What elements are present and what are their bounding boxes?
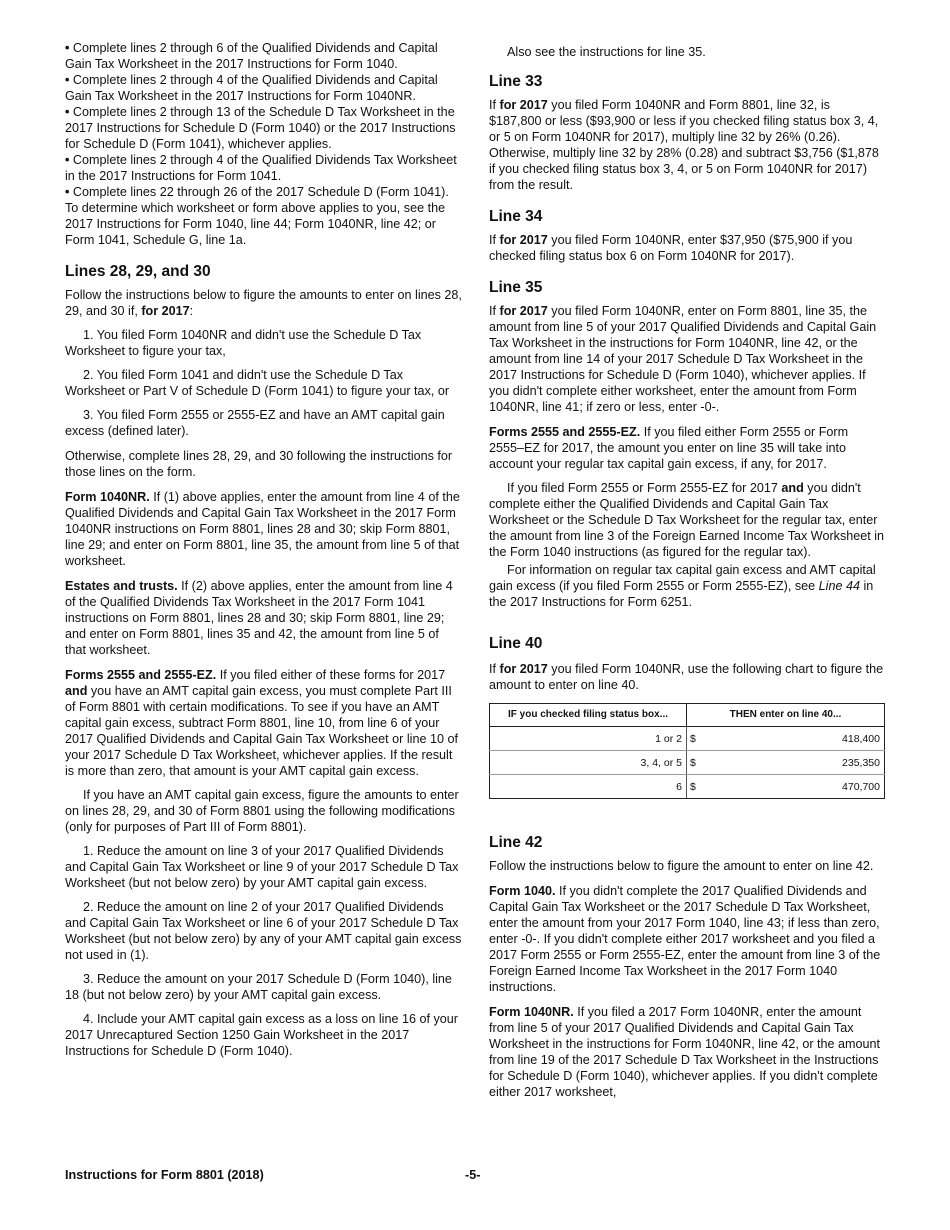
amount-cell: $ 235,350 [687, 751, 885, 775]
table-row [490, 727, 885, 751]
bullet-item: • Complete lines 2 through 6 of the Qualified Dividends and Capital Gain Tax Worksheet in the 2017 Instructions for Form 1040. [65, 41, 438, 71]
bullet-icon: • [65, 105, 70, 119]
modification-item: 1. Reduce the amount on line 3 of your 2017 Qualified Dividends and Capital Gain Tax Worksheet or line 9 of your 2017 Schedule D Tax Worksheet (but not below zero) by your AMT capital gain excess. [65, 844, 459, 890]
heading-line-33: Line 33 [489, 73, 543, 90]
estates-trusts-paragraph: Estates and trusts. If (2) above applies, enter the amount from line 4 of the Qualified Dividends Tax Worksheet in the 2017 Form 1041 instructions on Form 8801, lines 28 and 30; skip Form 8801, line 29; and enter on Form 8801, lines 35 and 42, the amount from line 5 of that worksheet. [65, 579, 453, 657]
line-42-paragraph: Follow the instructions below to figure the amount to enter on line 42. [489, 859, 874, 873]
condition-item: 3. You filed Form 2555 or 2555-EZ and have an AMT capital gain excess (defined later). [65, 408, 445, 438]
forms-2555-paragraph: Forms 2555 and 2555-EZ. If you filed either of these forms for 2017 and you have an AMT capital gain excess, you must complete Part III of Form 8801 with certain modifications. To see if you have an AMT capital gain excess, subtract Form 8801, line 10, from line 6 of your 2017 Qualified Dividends and Capital Gain Tax Worksheet or line 10 of your 2017 Schedule D Tax Worksheet, whichever applies. If the result is more than zero, that amount is your AMT capital gain excess. [65, 668, 458, 778]
amt-excess-paragraph: If you have an AMT capital gain excess, figure the amounts to enter on lines 28, 29, and 30 of Form 8801 using the following modifications (only for purposes of Part III of Form 8801). [65, 788, 459, 834]
status-cell: 3, 4, or 5 [490, 751, 687, 775]
filing-status-chart [489, 703, 885, 799]
chart-header-enter: THEN enter on line 40... [687, 704, 885, 727]
condition-item: 1. You filed Form 1040NR and didn't use the Schedule D Tax Worksheet to figure your tax, [65, 328, 422, 358]
bullet-icon: • [65, 185, 70, 199]
follow-paragraph: Follow the instructions below to figure the amounts to enter on lines 28, 29, and 30 if, for 2017: [65, 288, 462, 318]
modification-item: 2. Reduce the amount on line 2 of your 2017 Qualified Dividends and Capital Gain Tax Worksheet or line 6 of your 2017 Schedule D Tax Worksheet (but not below zero) by any of your AMT capital gain excess not used in (1). [65, 900, 462, 962]
heading-lines-28-29-30: Lines 28, 29, and 30 [65, 263, 211, 280]
bullet-item: • Complete lines 22 through 26 of the 2017 Schedule D (Form 1041). [65, 185, 449, 199]
heading-line-34: Line 34 [489, 208, 543, 225]
bullet-icon: • [65, 153, 70, 167]
line-35-paragraph: If for 2017 you filed Form 1040NR, enter on Form 8801, line 35, the amount from line 5 of your 2017 Qualified Dividends and Capital Gain Tax Worksheet in the instructions for Form 1040NR, line 42, or the amount from line 14 of your 2017 Schedule D Tax Worksheet in the 2017 Instructions for Schedule D (Form 1040), whichever applies. If you didn't complete either worksheet, enter the amount from Form 1040NR, line 41; if zero or less, enter -0-. [489, 304, 877, 414]
heading-line-40: Line 40 [489, 635, 543, 652]
amount-cell: $ 470,700 [687, 775, 885, 799]
status-cell: 1 or 2 [490, 727, 687, 751]
form-1040nr-paragraph: Form 1040NR. If you filed a 2017 Form 1040NR, enter the amount from line 5 of your 2017 Qualified Dividends and Capital Gain Tax Worksheet in the instructions for Form 1040NR, line 42, or the amount from line 19 of the 2017 Schedule D Tax Worksheet in the Instructions for Schedule D (Form 1040), whichever applies. If you didn't complete either 2017 worksheet, [489, 1005, 881, 1099]
left-column [65, 40, 463, 1059]
heading-line-35: Line 35 [489, 279, 543, 296]
amount-cell: $ 418,400 [687, 727, 885, 751]
page-number: -5- [465, 1168, 481, 1182]
line-33-paragraph: If for 2017 you filed Form 1040NR and Form 8801, line 32, is $187,800 or less ($93,900 or less if you checked filing status box 3, 4, or 5 on Form 1040NR for 2017), multiply line 32 by 26% (0.26). Otherwise, multiply line 32 by 28% (0.28) and subtract $3,756 ($1,878 if you checked filing status box 3, 4, or 5 on Form 1040NR for 2017) from the result. [489, 98, 879, 192]
page-footer [65, 1168, 885, 1182]
bullet-item: • Complete lines 2 through 13 of the Schedule D Tax Worksheet in the 2017 Instructions for Schedule D (Form 1040) or the 2017 Instructions for Schedule D (Form 1041), whichever applies. [65, 105, 456, 151]
form-1040-paragraph: Form 1040. If you didn't complete the 2017 Qualified Dividends and Capital Gain Tax Worksheet or the 2017 Schedule D Tax Worksheet, enter the amount from your 2017 Form 1040, line 43; if less than zero, enter -0-. If you didn't complete either 2017 worksheet and you filed a 2017 Form 2555 or Form 2555-EZ, enter the amount from line 3 of the Foreign Earned Income Tax Worksheet in the 2017 Form 1040 instructions. [489, 884, 881, 994]
modification-item: 3. Reduce the amount on your 2017 Schedule D (Form 1040), line 18 (but not below zero) by your AMT capital gain excess. [65, 972, 452, 1002]
footer-title: Instructions for Form 8801 (2018) [65, 1168, 264, 1182]
also-see-paragraph: Also see the instructions for line 35. [507, 45, 706, 59]
currency-symbol: $ [690, 757, 696, 769]
condition-item: 2. You filed Form 1041 and didn't use the Schedule D Tax Worksheet or Part V of Schedule D (Form 1041) to figure your tax, or [65, 368, 450, 398]
bullet-item: • Complete lines 2 through 4 of the Qualified Dividends and Capital Gain Tax Worksheet in the 2017 Instructions for Form 1040NR. [65, 73, 438, 103]
line-40-paragraph: If for 2017 you filed Form 1040NR, use the following chart to figure the amount to enter on line 40. [489, 662, 884, 692]
information-paragraph: For information on regular tax capital gain excess and AMT capital gain excess (if you filed Form 2555 or Form 2555-EZ), see Line 44 in the 2017 Instructions for Form 6251. [489, 563, 876, 609]
line-34-paragraph: If for 2017 you filed Form 1040NR, enter $37,950 ($75,900 if you checked filing status box 6 on Form 1040NR for 2017). [489, 233, 853, 263]
bullet-item: • Complete lines 2 through 4 of the Qualified Dividends Tax Worksheet in the 2017 Instructions for Form 1041. [65, 153, 457, 183]
bullet-icon: • [65, 73, 70, 87]
modification-item: 4. Include your AMT capital gain excess as a loss on line 16 of your 2017 Unrecaptured Section 1250 Gain Worksheet in the 2017 Instructions for Schedule D (Form 1040). [65, 1012, 458, 1058]
currency-symbol: $ [690, 781, 696, 793]
chart-header-row [490, 704, 885, 727]
table-row [490, 775, 885, 799]
otherwise-paragraph: Otherwise, complete lines 28, 29, and 30 following the instructions for those lines on the form. [65, 449, 453, 479]
chart-header-status: IF you checked filing status box... [490, 704, 687, 727]
determine-paragraph: To determine which worksheet or form above applies to you, see the 2017 Instructions for Form 1040, line 44; Form 1040NR, line 42; or Form 1041, Schedule G, line 1a. [65, 201, 446, 247]
heading-line-42: Line 42 [489, 834, 543, 851]
bullet-icon: • [65, 41, 70, 55]
table-row [490, 751, 885, 775]
right-column [489, 44, 885, 1100]
currency-symbol: $ [690, 733, 696, 745]
status-cell: 6 [490, 775, 687, 799]
forms-2555-followup: If you filed Form 2555 or Form 2555-EZ for 2017 and you didn't complete either the Qualified Dividends and Capital Gain Tax Worksheet or the Schedule D Tax Worksheet for the regular tax, enter the amount from line 3 of the Foreign Earned Income Tax Worksheet in the Form 1040 instructions (as figured for the regular tax). [489, 481, 885, 559]
form-1040nr-paragraph: Form 1040NR. If (1) above applies, enter the amount from line 4 of the Qualified Dividends and Capital Gain Tax Worksheet in the 2017 Form 1040NR instructions on Form 8801, lines 28 and 30; skip Form 8801, line 29; and enter on Form 8801, line 35, the amount from line 5 of that worksheet. [65, 490, 460, 568]
forms-2555-paragraph: Forms 2555 and 2555-EZ. If you filed either Form 2555 or Form 2555–EZ for 2017, the amount you enter on line 35 will take into account your regular tax capital gain excess, if any, for 2017. [489, 425, 849, 471]
